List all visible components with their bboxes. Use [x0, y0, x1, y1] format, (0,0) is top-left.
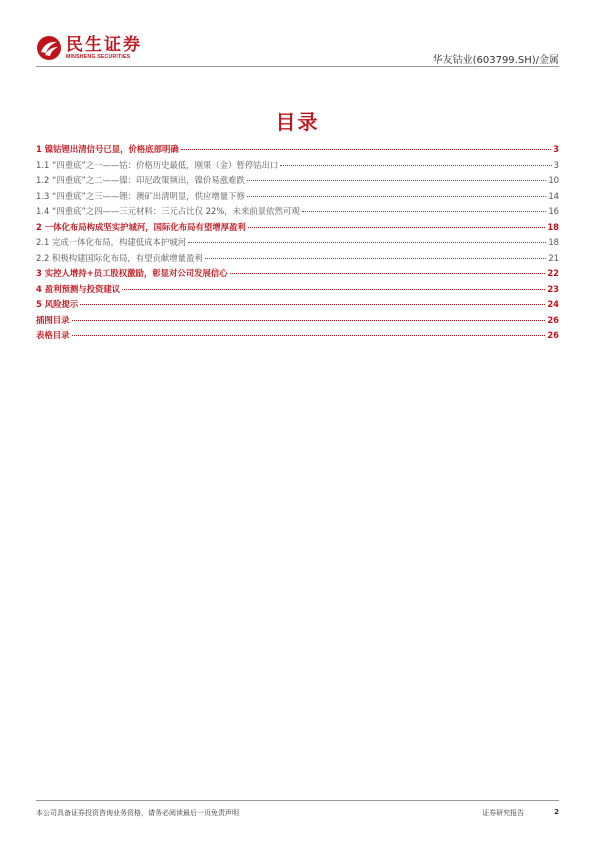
header-divider	[36, 66, 559, 67]
toc-entry-page: 10	[548, 175, 559, 185]
toc-entry[interactable]	[36, 267, 559, 283]
toc-entry-label: 2.2 积极构建国际化布局，有望贡献增量盈利	[36, 252, 203, 263]
page-header	[0, 0, 595, 70]
report-title: 华友钴业(603799.SH)/金属	[432, 55, 559, 66]
toc-entry[interactable]	[36, 329, 559, 345]
footer-disclaimer: 本公司具备证券投资咨询业务资格，请务必阅读最后一页免责声明	[36, 809, 239, 817]
toc-dot-leader	[72, 335, 546, 336]
toc-entry-label: 2.1 完成一体化布局，构建低成本护城河	[36, 237, 186, 247]
minsheng-logo-icon	[36, 35, 62, 61]
toc-entry[interactable]	[36, 314, 559, 330]
toc-entry[interactable]	[36, 221, 559, 237]
footer-divider	[36, 800, 559, 801]
toc-entry-label: 1.1 “四重底”之一——钴：价格历史最低，刚果（金）暂停钴出口	[36, 159, 279, 170]
toc-entry[interactable]	[36, 252, 559, 268]
page-footer-right	[482, 808, 559, 818]
toc-entry[interactable]	[36, 283, 559, 299]
toc-entry-label: 2 一体化布局构成坚实护城河，国际化布局有望增厚盈利	[36, 221, 246, 232]
toc-dot-leader	[280, 165, 551, 166]
toc-dot-leader	[188, 242, 546, 243]
toc-entry-page: 22	[547, 268, 559, 278]
toc-entry-page: 3	[553, 144, 559, 154]
toc-entry-page: 24	[547, 299, 559, 309]
toc-dot-leader	[122, 289, 545, 290]
toc-entry-label: 1.3 “四重底”之三——锂：澳矿出清明显，供应增量下修	[36, 190, 245, 201]
footer-doc-type: 证券研究报告	[482, 809, 525, 817]
table-of-contents	[36, 143, 559, 345]
toc-entry-label: 5 风险提示	[36, 299, 79, 309]
toc-entry[interactable]	[36, 298, 559, 314]
toc-entry-page: 26	[547, 314, 559, 325]
logo-cn: 民生证券	[66, 34, 142, 55]
toc-entry[interactable]	[36, 205, 559, 221]
toc-dot-leader	[247, 180, 546, 181]
toc-title: 目录	[275, 110, 320, 134]
toc-dot-leader	[181, 149, 551, 150]
toc-entry-page: 18	[548, 237, 559, 247]
toc-entry-label: 3 实控人增持+员工股权激励，彰显对公司发展信心	[36, 268, 228, 278]
toc-entry[interactable]	[36, 143, 559, 159]
toc-dot-leader	[230, 273, 546, 274]
toc-dot-leader	[80, 304, 545, 305]
toc-entry-page: 26	[547, 330, 559, 340]
toc-entry-label: 4 盈利预测与投资建议	[36, 283, 121, 294]
toc-entry-page: 21	[548, 252, 559, 263]
toc-dot-leader	[248, 227, 546, 228]
toc-dot-leader	[205, 258, 547, 259]
toc-entry-label: 1.4 “四重底”之四——三元材料：三元占比仅 22%，未来前景依然可观	[36, 206, 300, 216]
toc-entry-label: 1 镍钴锂出清信号已显，价格底部明确	[36, 144, 179, 154]
toc-dot-leader	[247, 196, 546, 197]
page-number: 2	[554, 808, 559, 816]
logo-en: MINSHENG SECURITIES	[66, 53, 131, 60]
toc-entry-page: 18	[547, 221, 559, 232]
toc-entry-label: 1.2 “四重底”之二——镍：印尼政策频出，镍价易涨难跌	[36, 175, 245, 185]
minsheng-logo	[36, 35, 142, 61]
toc-entry[interactable]	[36, 190, 559, 206]
toc-dot-leader	[72, 320, 546, 321]
toc-entry-page: 16	[548, 206, 559, 216]
toc-entry-label: 表格目录	[36, 330, 70, 340]
toc-entry-page: 3	[553, 159, 559, 170]
logo-text	[66, 36, 142, 61]
toc-entry[interactable]	[36, 159, 559, 175]
toc-entry-label: 插图目录	[36, 314, 70, 325]
toc-entry[interactable]	[36, 174, 559, 190]
toc-entry-page: 23	[547, 283, 559, 294]
toc-entry-page: 14	[548, 190, 559, 201]
toc-entry[interactable]	[36, 236, 559, 252]
toc-dot-leader	[302, 211, 547, 212]
